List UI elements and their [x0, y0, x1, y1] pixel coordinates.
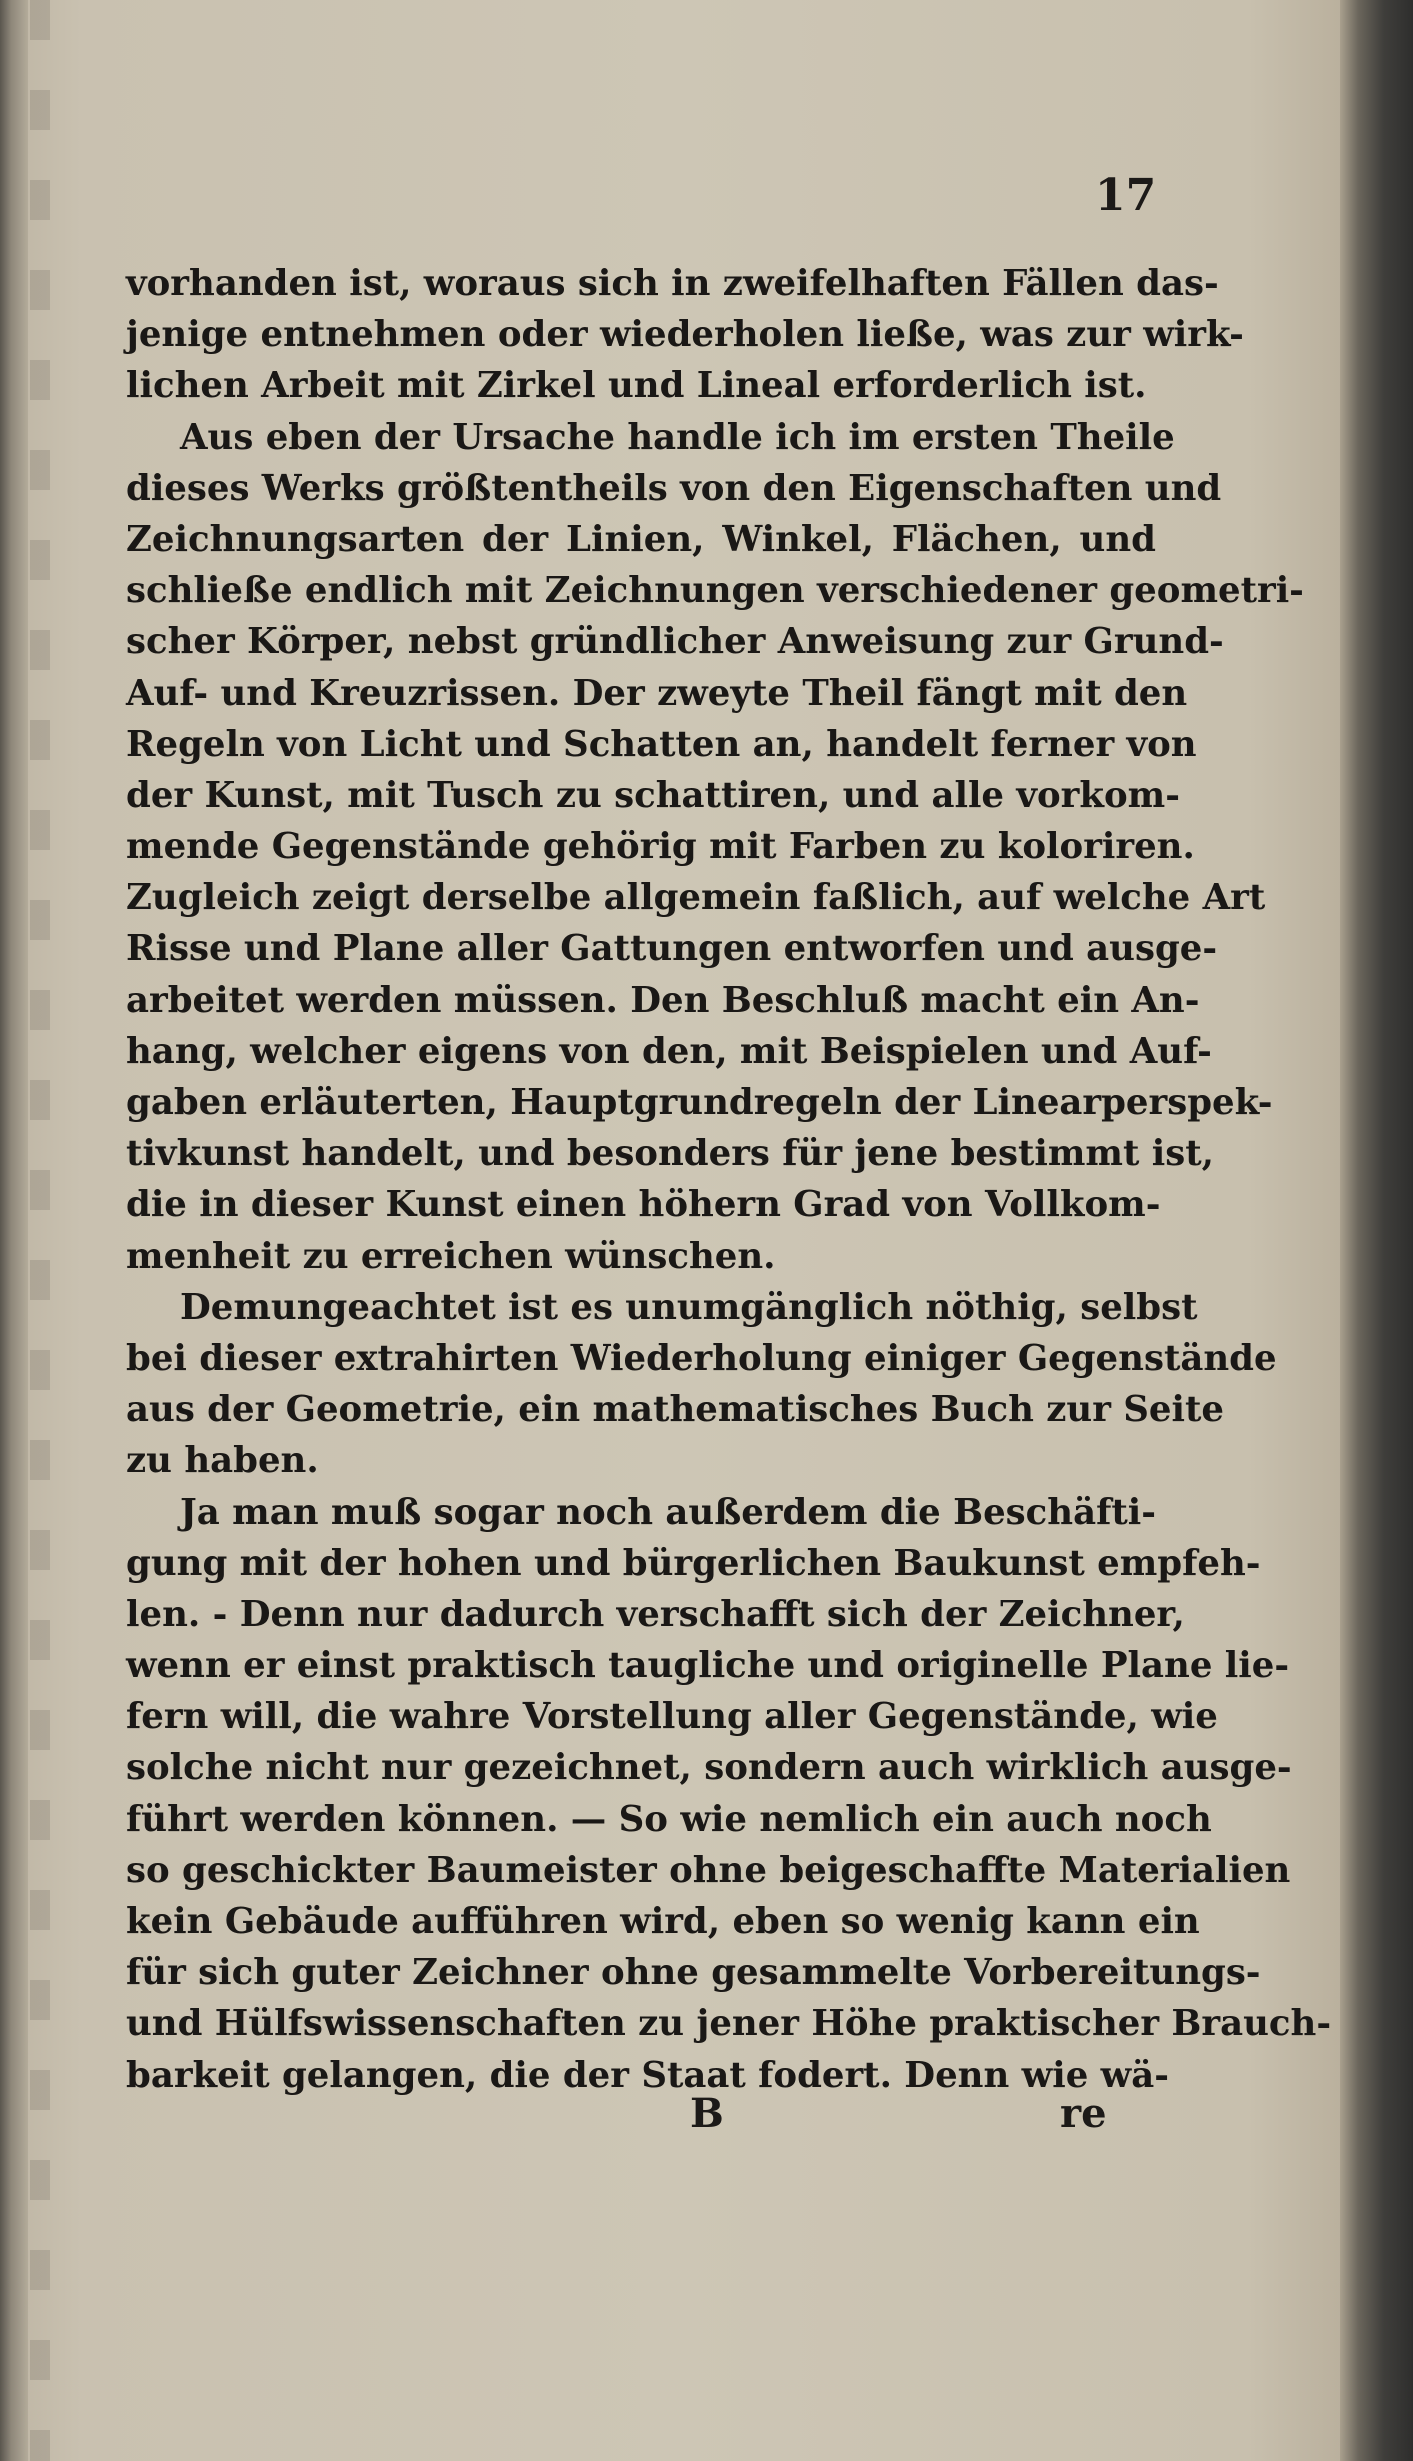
text-line: len. - Denn nur dadurch verschafft sich der Zeichner, [126, 1593, 1185, 1635]
text-line: Zugleich zeigt derselbe allgemein faßlich, auf welche Art [126, 877, 1266, 919]
text-line: dieses Werks größtentheils von den Eigenschaften und [126, 467, 1222, 509]
text-line: menheit zu erreichen wünschen. [126, 1235, 776, 1277]
text-line: vorhanden ist, woraus sich in zweifelhaften Fällen das- [126, 263, 1219, 304]
text-line: bei dieser extrahirten Wiederholung einiger Gegenstände [126, 1337, 1277, 1379]
text-line: fern will, die wahre Vorstellung aller Gegenstände, wie [126, 1696, 1218, 1738]
text-line: schließe endlich mit Zeichnungen verschiedener geometri- [126, 570, 1304, 612]
text-line: mende Gegenstände gehörig mit Farben zu koloriren. [126, 826, 1195, 868]
text-line: scher Körper, nebst gründlicher Anweisung zur Grund- [126, 621, 1224, 663]
text-line: Auf- und Kreuzrissen. Der zweyte Theil fängt mit den [126, 672, 1188, 714]
text-line: gaben erläuterten, Hauptgrundregeln der Linearperspek- [126, 1082, 1273, 1123]
text-line: Aus eben der Ursache handle ich im ersten Theile [180, 416, 1175, 458]
page-number: 17 [1095, 170, 1157, 221]
text-line: aus der Geometrie, ein mathematisches Buch zur Seite [126, 1389, 1224, 1431]
signature-mark: B [690, 2090, 724, 2137]
text-line: Risse und Plane aller Gattungen entworfen und ausge- [126, 928, 1218, 970]
text-line: Zeichnungsarten der Linien, Winkel, Flächen, und [126, 518, 1156, 560]
text-line: so geschickter Baumeister ohne beigeschaffte Materialien [126, 1849, 1291, 1891]
text-line: arbeitet werden müssen. Den Beschluß macht ein An- [126, 979, 1200, 1021]
catchword: re [1060, 2090, 1107, 2137]
text-line: der Kunst, mit Tusch zu schattiren, und alle vorkom- [126, 774, 1180, 816]
text-line: führt werden können. — So wie nemlich ein auch noch [126, 1798, 1212, 1840]
text-line: Regeln von Licht und Schatten an, handelt ferner von [126, 723, 1197, 765]
text-line: lichen Arbeit mit Zirkel und Lineal erforderlich ist. [126, 365, 1147, 407]
text-line: tivkunst handelt, und besonders für jene bestimmt ist, [126, 1133, 1214, 1175]
text-line: für sich guter Zeichner ohne gesammelte Vorbereitungs- [126, 1952, 1261, 1994]
text-line: wenn er einst praktisch taugliche und originelle Plane lie- [126, 1645, 1290, 1687]
text-line: barkeit gelangen, die der Staat fodert. Denn wie wä- [126, 2054, 1169, 2096]
text-line: solche nicht nur gezeichnet, sondern auch wirklich ausge- [126, 1747, 1292, 1789]
text-line: zu haben. [126, 1440, 319, 1482]
text-line: jenige entnehmen oder wiederholen ließe, was zur wirk- [126, 314, 1244, 356]
body-text [126, 258, 1332, 2101]
text-line: Ja man muß sogar noch außerdem die Beschäfti- [180, 1491, 1156, 1533]
text-line: Demungeachtet ist es unumgänglich nöthig, selbst [180, 1286, 1198, 1328]
page-footer [0, 2090, 1355, 2150]
text-line: hang, welcher eigens von den, mit Beispielen und Auf- [126, 1030, 1212, 1072]
text-line: die in dieser Kunst einen höhern Grad von Vollkom- [126, 1184, 1161, 1226]
text-line: und Hülfswissenschaften zu jener Höhe praktischer Brauch- [126, 2003, 1332, 2045]
text-line: kein Gebäude aufführen wird, eben so wenig kann ein [126, 1901, 1200, 1942]
page-right-edge [1340, 0, 1413, 2461]
text-line: gung mit der hohen und bürgerlichen Baukunst empfeh- [126, 1542, 1261, 1584]
